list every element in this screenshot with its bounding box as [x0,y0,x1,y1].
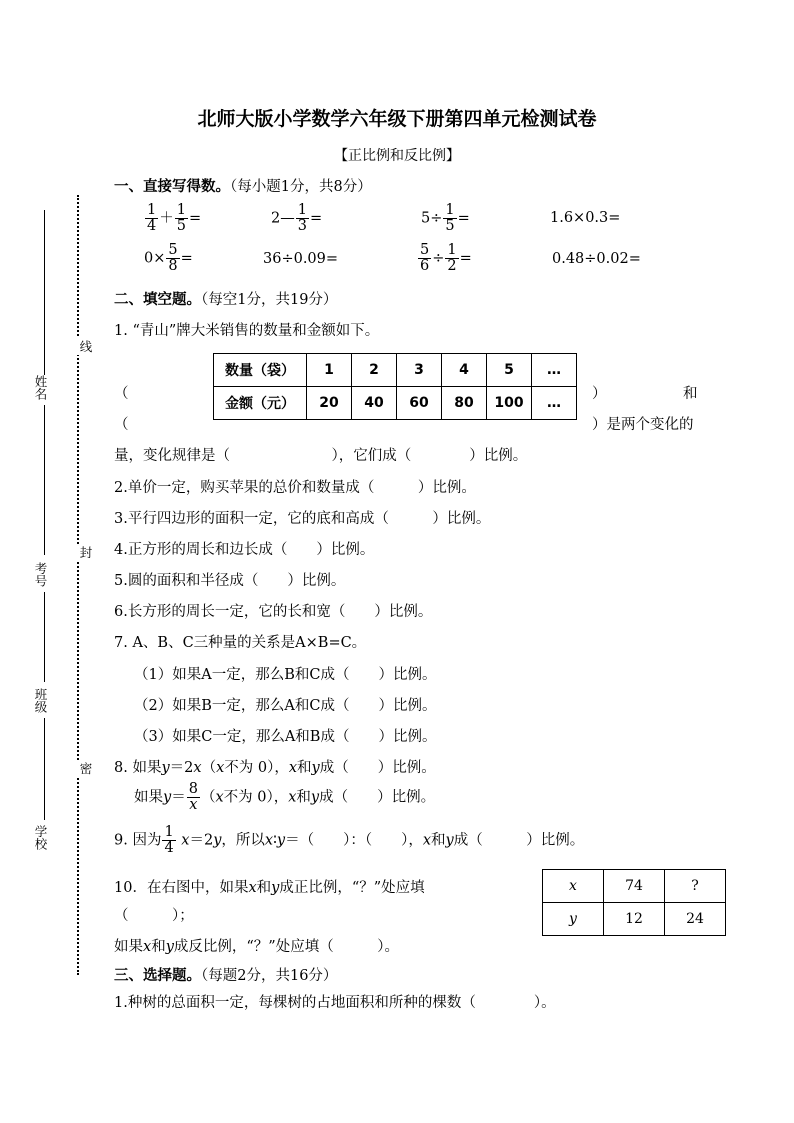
s1-q4: 1.6×0.3= [550,210,621,226]
table-cell: 3 [397,354,442,387]
s2-q6: 6.长方形的周长一定，它的长和宽（ ）比例。 [114,604,433,620]
section2-note: （每空1分，共19分） [201,292,338,308]
s1-q7: $\frac{5}{6}$ ÷ $\frac{1}{2}$ = [420,242,472,275]
table-cell: y [543,903,604,936]
s2-q1-open1: （ [114,386,129,402]
s2-q7-2: （2）如果B一定，那么A和C成（ ）比例。 [134,698,437,714]
s2-q1-line3: 量，变化规律是（ ），它们成（ ）比例。 [114,448,528,464]
page-title: 北师大版小学数学六年级下册第四单元检测试卷 [197,108,597,130]
table-cell: 5 [487,354,532,387]
s1-q2: 2— $\frac{1}{3}$ = [271,202,323,235]
school-label: 学校 [33,825,48,850]
name-underline [44,210,45,375]
table-cell: 100 [487,387,532,420]
s2-q1-close1: ） [592,386,607,402]
s2-q8a: 8. 如果y＝2x（x不为 0），x和y成（ ）比例。 [114,760,436,776]
table-cell: 24 [665,903,726,936]
s1-q5: 0× $\frac{5}{8}$ = [144,242,193,275]
table-row [214,387,577,420]
table-cell: ? [665,870,726,903]
xy-table [542,869,726,936]
table-cell: x [543,870,604,903]
s1-q8: 0.48÷0.02= [552,251,641,267]
s2-q4: 4.正方形的周长和边长成（ ）比例。 [114,542,375,558]
table-cell: … [532,354,577,387]
s2-q7-1: （1）如果A一定，那么B和C成（ ）比例。 [134,667,437,683]
table-row [543,903,726,936]
binding-line-char: 线 [78,340,93,353]
page-subtitle: 【正比例和反比例】 [334,148,460,164]
class-underline [44,592,45,682]
table-cell: 60 [397,387,442,420]
section1-note: （每小题1分，共8分） [230,179,372,195]
table-cell: 1 [307,354,352,387]
s2-q2: 2.单价一定，购买苹果的总价和数量成（ ）比例。 [114,480,476,496]
exam-no-underline [44,405,45,555]
table-row [214,354,577,387]
section3-title: 三、选择题。 [114,967,201,984]
s2-q7-3: （3）如果C一定，那么A和B成（ ）比例。 [134,729,437,745]
table-cell: 金额（元） [214,387,307,420]
table-cell: 74 [604,870,665,903]
s2-q1-and: 和 [683,386,698,402]
table-cell: 4 [442,354,487,387]
table-cell: 数量（袋） [214,354,307,387]
s2-q5: 5.圆的面积和半径成（ ）比例。 [114,573,346,589]
section1-title: 一、直接写得数。 [114,178,230,195]
section3-note: （每题2分，共16分） [201,968,338,984]
section1-heading [114,175,372,196]
s2-q1-tail: ）是两个变化的 [592,417,694,433]
section2-heading [114,288,337,309]
s3-q1: 1.种树的总面积一定，每棵树的占地面积和所种的棵数（ ）。 [114,995,556,1011]
table-cell: 2 [352,354,397,387]
table-cell: 12 [604,903,665,936]
s1-q6: 36÷0.09= [263,251,339,267]
class-label: 班级 [33,688,48,713]
s2-q3: 3.平行四边形的面积一定，它的底和高成（ ）比例。 [114,511,491,527]
table-cell: 40 [352,387,397,420]
rice-sales-table [213,353,577,420]
s2-q1-intro: 1. “青山”牌大米销售的数量和金额如下。 [114,323,380,339]
section2-title: 二、填空题。 [114,291,201,308]
table-cell: 80 [442,387,487,420]
binding-seal-char: 封 [78,546,93,559]
s2-q10: 10．在右图中，如果x和y成正比例，“？”处应填 [114,880,425,896]
s1-q3: 5÷ $\frac{1}{5}$ = [421,202,470,235]
s2-q9: 9. 因为 $\frac{1}{4}$ x＝2y，所以x∶y＝（ ）：（ ），x和y成（ ）比例。 [114,824,585,857]
table-cell: 20 [307,387,352,420]
exam-no-label: 考号 [33,562,48,587]
binding-secret-char: 密 [78,762,93,775]
s2-q10-line3: 如果x和y成反比例，“？”处应填（ ）。 [114,939,399,955]
name-label: 姓名 [33,375,48,400]
s2-q1-open2: （ [114,417,129,433]
s2-q10-line2: （ ）； [114,908,194,924]
s1-q1: $\frac{1}{4}$ ＋ $\frac{1}{5}$ = [147,202,202,235]
section3-heading [114,964,337,985]
s2-q7: 7. A、B、C三种量的关系是A×B=C。 [114,635,367,651]
school-underline [44,718,45,820]
table-cell: … [532,387,577,420]
s2-q8b: 如果y＝ $\frac{8}{x}$ （x不为 0），x和y成（ ）比例。 [134,781,436,814]
table-row [543,870,726,903]
binding-dotted-line [77,195,79,975]
